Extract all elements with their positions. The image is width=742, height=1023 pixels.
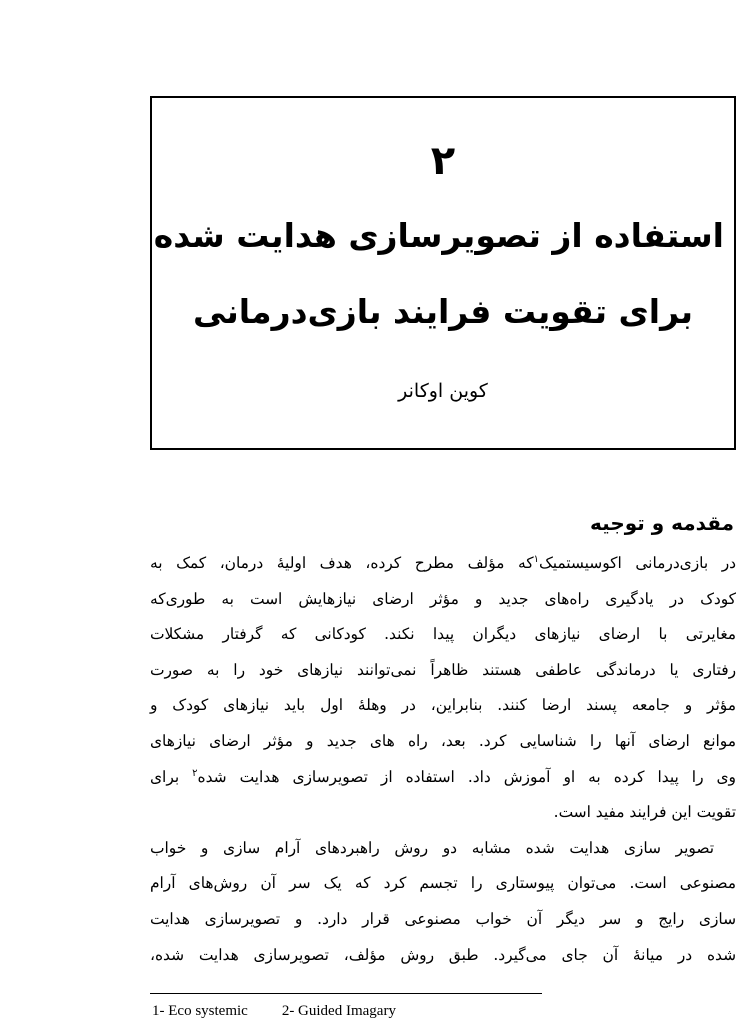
text-run: وی را پیدا کرده به او آموزش داد. استفاده از تصویرسازی هدایت شده [197, 767, 736, 786]
chapter-number: ۲ [430, 138, 456, 184]
text-run: برای [150, 767, 180, 786]
chapter-title-line-1: استفاده از تصویرسازی هدایت شده [153, 216, 724, 255]
text-run: در بازی‌درمانی اکوسیستمیک [538, 554, 737, 572]
paragraph-1-line-6: موانع ارضای آنها را شناسایی کرد. بعد، راه های جدید و مؤثر ارضای نیازهای [150, 731, 736, 750]
paragraph-1-line-7 [150, 760, 736, 796]
section-heading: مقدمه و توجیه [590, 511, 734, 535]
footnote-divider [150, 993, 542, 994]
body-text [150, 546, 736, 973]
paragraph-1-line-2: کودک در یادگیری راه‌های جدید و مؤثر ارضای نیازهایش است به طوری‌که [150, 589, 736, 608]
footnotes [152, 1003, 396, 1020]
footnote-ref-2: ۲ [192, 767, 198, 779]
paragraph-1-line-5: مؤثر و جامعه پسند ارضا کنند. بنابراین، در وهلهٔ اول باید نیازهای کودک و [150, 696, 736, 715]
paragraph-2-line-2: مصنوعی است. می‌توان پیوستاری را تجسم کرد که یک سر آن روش‌های آرام [150, 874, 736, 893]
chapter-author: کوین اوکانر [398, 380, 488, 402]
paragraph-1-line-3: مغایرتی با ارضای نیازهای دیگران پیدا نکند. کودکانی که گرفتار مشکلات [150, 625, 736, 644]
paragraph-1-line-4: رفتاری یا درماندگی عاطفی هستند ظاهراً نمی‌توانند نیازهای خود را به صورت [150, 660, 736, 679]
paragraph-2-line-1: تصویر سازی هدایت شده مشابه دو روش راهبردهای آرام سازی و خواب [150, 838, 714, 857]
paragraph-2-line-4: شده در میانهٔ آن جای می‌گیرد. طبق روش مؤلف، تصویرسازی هدایت شده، [150, 945, 736, 964]
paragraph-1-line-8: تقویت این فرایند مفید است. [553, 803, 736, 822]
paragraph-1-line-1 [150, 546, 736, 582]
footnote-2: 2- Guided Imagary [281, 1003, 396, 1019]
footnote-1: 1- Eco systemic [152, 1003, 248, 1019]
chapter-title-box [150, 96, 736, 450]
paragraph-2-line-3: سازی رایج و سر دیگر آن خواب مصنوعی قرار دارد. و تصویرسازی هدایت [150, 909, 736, 928]
chapter-title-line-2: برای تقویت فرایند بازی‌درمانی [192, 292, 694, 331]
text-run: که مؤلف مطرح کرده، هدف اولیهٔ درمان، کمک به [150, 554, 534, 572]
footnote-ref-1: ۱ [533, 553, 539, 565]
